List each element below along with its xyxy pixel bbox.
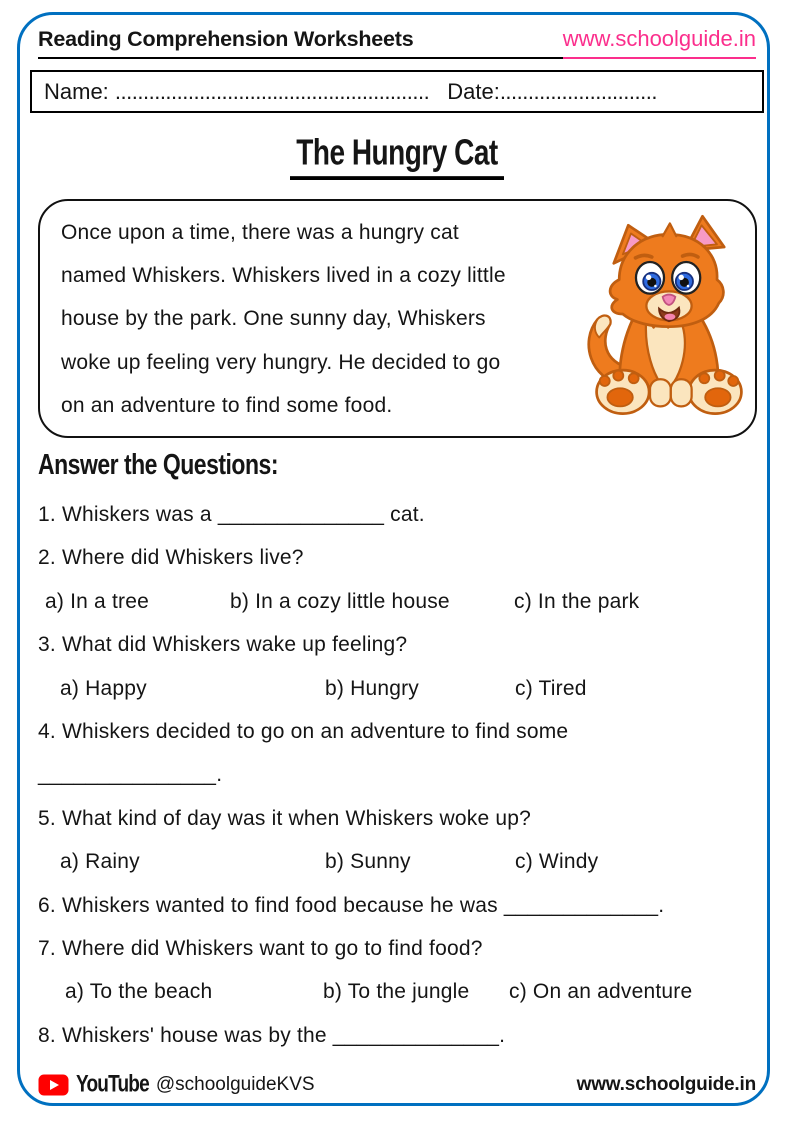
question-4 <box>38 710 762 753</box>
header <box>38 26 756 59</box>
option-b[interactable]: b) To the jungle <box>323 980 470 1004</box>
question-text: 3. What did Whiskers wake up feeling? <box>38 633 408 657</box>
option-c[interactable]: c) In the park <box>514 589 640 613</box>
question-2-options <box>38 580 762 623</box>
question-6 <box>38 884 762 927</box>
question-2 <box>38 536 762 579</box>
passage-line: named Whiskers. Whiskers lived in a cozy little <box>61 264 506 288</box>
passage-line: house by the park. One sunny day, Whiskers <box>61 307 486 331</box>
option-a[interactable]: a) In a tree <box>45 589 149 613</box>
question-3 <box>38 623 762 666</box>
question-4-blank <box>38 753 762 796</box>
option-c[interactable]: c) Tired <box>515 676 587 700</box>
question-text: 1. Whiskers was a ______________ cat. <box>38 503 425 526</box>
youtube-play-icon[interactable] <box>38 1074 69 1096</box>
date-label: Date: <box>447 78 500 104</box>
question-3-options <box>38 667 762 710</box>
option-a[interactable]: a) Rainy <box>60 850 140 874</box>
answer-blank: _______________. <box>38 763 223 787</box>
question-text: 6. Whiskers wanted to find food because he was _____________. <box>38 893 665 917</box>
footer <box>38 1066 756 1104</box>
option-c[interactable]: c) On an adventure <box>509 980 693 1004</box>
question-text: 4. Whiskers decided to go on an adventure to find some <box>38 719 569 743</box>
option-b[interactable]: b) Sunny <box>325 850 411 874</box>
question-text: 5. What kind of day was it when Whiskers woke up? <box>38 806 532 830</box>
question-5-options <box>38 840 762 883</box>
option-a[interactable]: a) Happy <box>60 676 147 700</box>
option-b[interactable]: b) In a cozy little house <box>230 589 450 613</box>
title-row <box>0 132 794 180</box>
cat-illustration <box>583 201 755 436</box>
option-b[interactable]: b) Hungry <box>325 676 420 700</box>
question-5 <box>38 797 762 840</box>
option-a[interactable]: a) To the beach <box>65 980 213 1004</box>
question-7 <box>38 927 762 970</box>
passage-line: Once upon a time, there was a hungry cat <box>61 221 459 244</box>
header-website-link[interactable]: www.schoolguide.in <box>563 26 756 59</box>
youtube-wordmark: YouTube <box>76 1071 149 1098</box>
question-8 <box>38 1014 762 1057</box>
date-blank: ............................ <box>499 78 657 104</box>
questions-section <box>38 447 762 1057</box>
passage-line: on an adventure to find some food. <box>61 393 393 417</box>
footer-website: www.schoolguide.in <box>576 1074 756 1095</box>
cat-kitten-icon <box>583 212 755 426</box>
questions-heading: Answer the Questions: <box>38 447 278 481</box>
name-date-box <box>30 70 764 113</box>
passage-line: woke up feeling very hungry. He decided to go <box>61 350 501 374</box>
youtube-attribution <box>38 1071 315 1098</box>
passage-text <box>40 201 583 436</box>
youtube-handle[interactable]: @schoolguideKVS <box>155 1074 315 1095</box>
question-1 <box>38 493 762 536</box>
header-title: Reading Comprehension Worksheets <box>38 27 563 59</box>
worksheet-title: The Hungry Cat <box>290 133 503 180</box>
passage-box <box>38 199 757 438</box>
question-7-options <box>38 970 762 1013</box>
question-text: 8. Whiskers' house was by the ______________. <box>38 1023 506 1047</box>
question-text: 2. Where did Whiskers live? <box>38 546 304 570</box>
question-text: 7. Where did Whiskers want to go to find food? <box>38 936 483 960</box>
option-c[interactable]: c) Windy <box>515 850 599 874</box>
name-blank: ........................................................ <box>114 78 430 104</box>
name-label: Name: <box>44 78 109 104</box>
